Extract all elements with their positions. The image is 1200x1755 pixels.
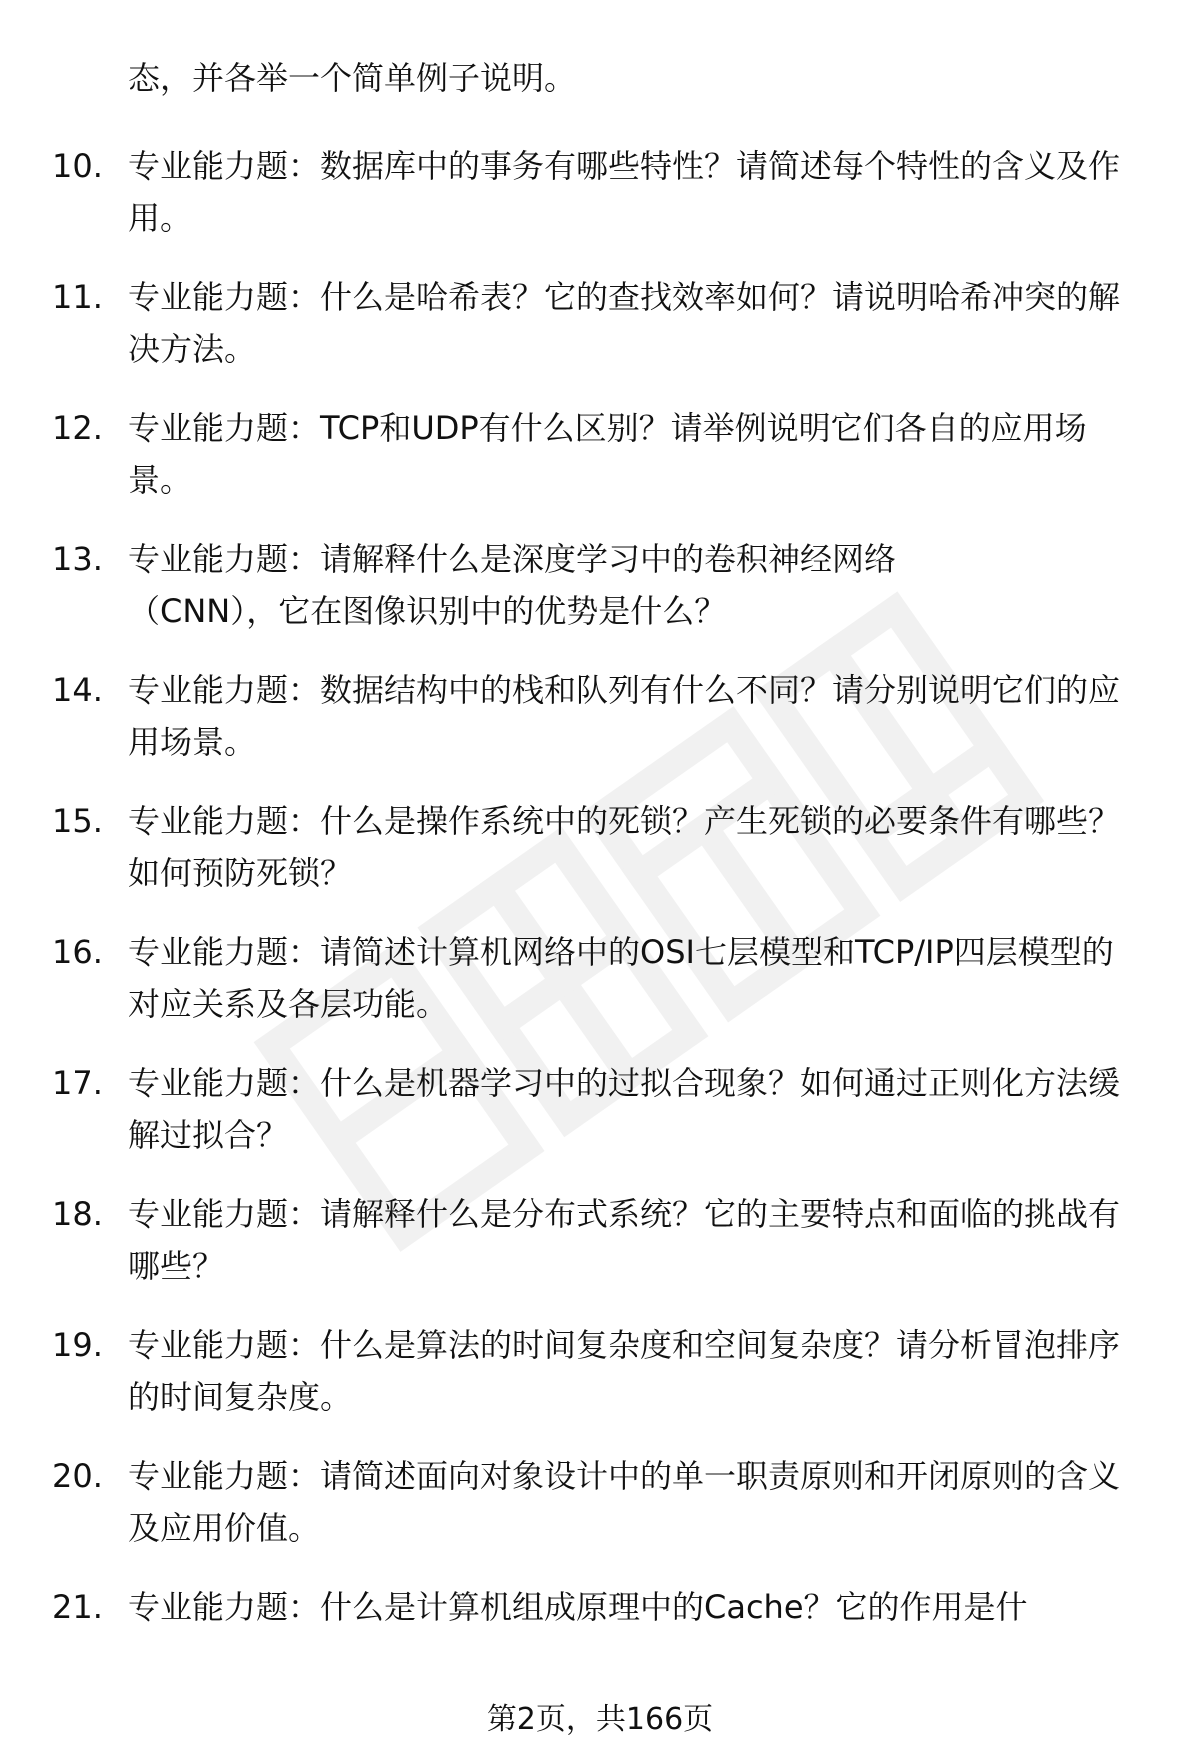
question-number: 21. [52,1588,103,1626]
question-number: 11. [52,278,103,316]
question-text: 专业能力题：数据结构中的栈和队列有什么不同？请分别说明它们的应用场景。 [128,671,1121,761]
question-text: 专业能力题：什么是哈希表？它的查找效率如何？请说明哈希冲突的解决方法。 [128,278,1121,368]
question-text: 专业能力题：数据库中的事务有哪些特性？请简述每个特性的含义及作用。 [128,147,1121,237]
question-number: 13. [52,540,103,578]
question-text: 专业能力题：什么是计算机组成原理中的Cache？它的作用是什 [128,1588,1028,1626]
question-number: 16. [52,933,103,971]
question-text: 专业能力题：什么是算法的时间复杂度和空间复杂度？请分析冒泡排序的时间复杂度。 [128,1326,1121,1416]
question-text: 专业能力题：什么是操作系统中的死锁？产生死锁的必要条件有哪些？如何预防死锁？ [128,802,1121,892]
list-item [0,795,1200,926]
question-number: 15. [52,802,103,840]
list-item [0,664,1200,795]
question-text: 专业能力题：请解释什么是深度学习中的卷积神经网络（CNN），它在图像识别中的优势是什么？ [128,540,897,630]
list-item [0,1450,1200,1581]
list-item [0,271,1200,402]
list-item [0,1319,1200,1450]
question-text: 专业能力题：请解释什么是分布式系统？它的主要特点和面临的挑战有哪些？ [128,1195,1121,1285]
question-text: 专业能力题：什么是机器学习中的过拟合现象？如何通过正则化方法缓解过拟合？ [128,1064,1121,1154]
list-item [0,1057,1200,1188]
question-number: 19. [52,1326,103,1364]
question-list [0,140,1200,1712]
question-number: 20. [52,1457,103,1495]
question-number: 10. [52,147,103,185]
list-item [0,1581,1200,1712]
continued-question-text: 态，并各举一个简单例子说明。 [128,59,577,97]
question-number: 12. [52,409,103,447]
question-text: 专业能力题：请简述计算机网络中的OSI七层模型和TCP/IP四层模型的对应关系及各层功能。 [128,933,1114,1023]
question-text: 专业能力题：请简述面向对象设计中的单一职责原则和开闭原则的含义及应用价值。 [128,1457,1121,1547]
list-item [0,926,1200,1057]
page-number-footer: 第2页，共166页 [486,1702,714,1737]
list-item [0,402,1200,533]
list-item [0,1188,1200,1319]
question-number: 14. [52,671,103,709]
question-number: 18. [52,1195,103,1233]
list-item [0,140,1200,271]
question-number: 17. [52,1064,103,1102]
question-text: 专业能力题：TCP和UDP有什么区别？请举例说明它们各自的应用场景。 [128,409,1087,499]
list-item [0,533,1200,664]
